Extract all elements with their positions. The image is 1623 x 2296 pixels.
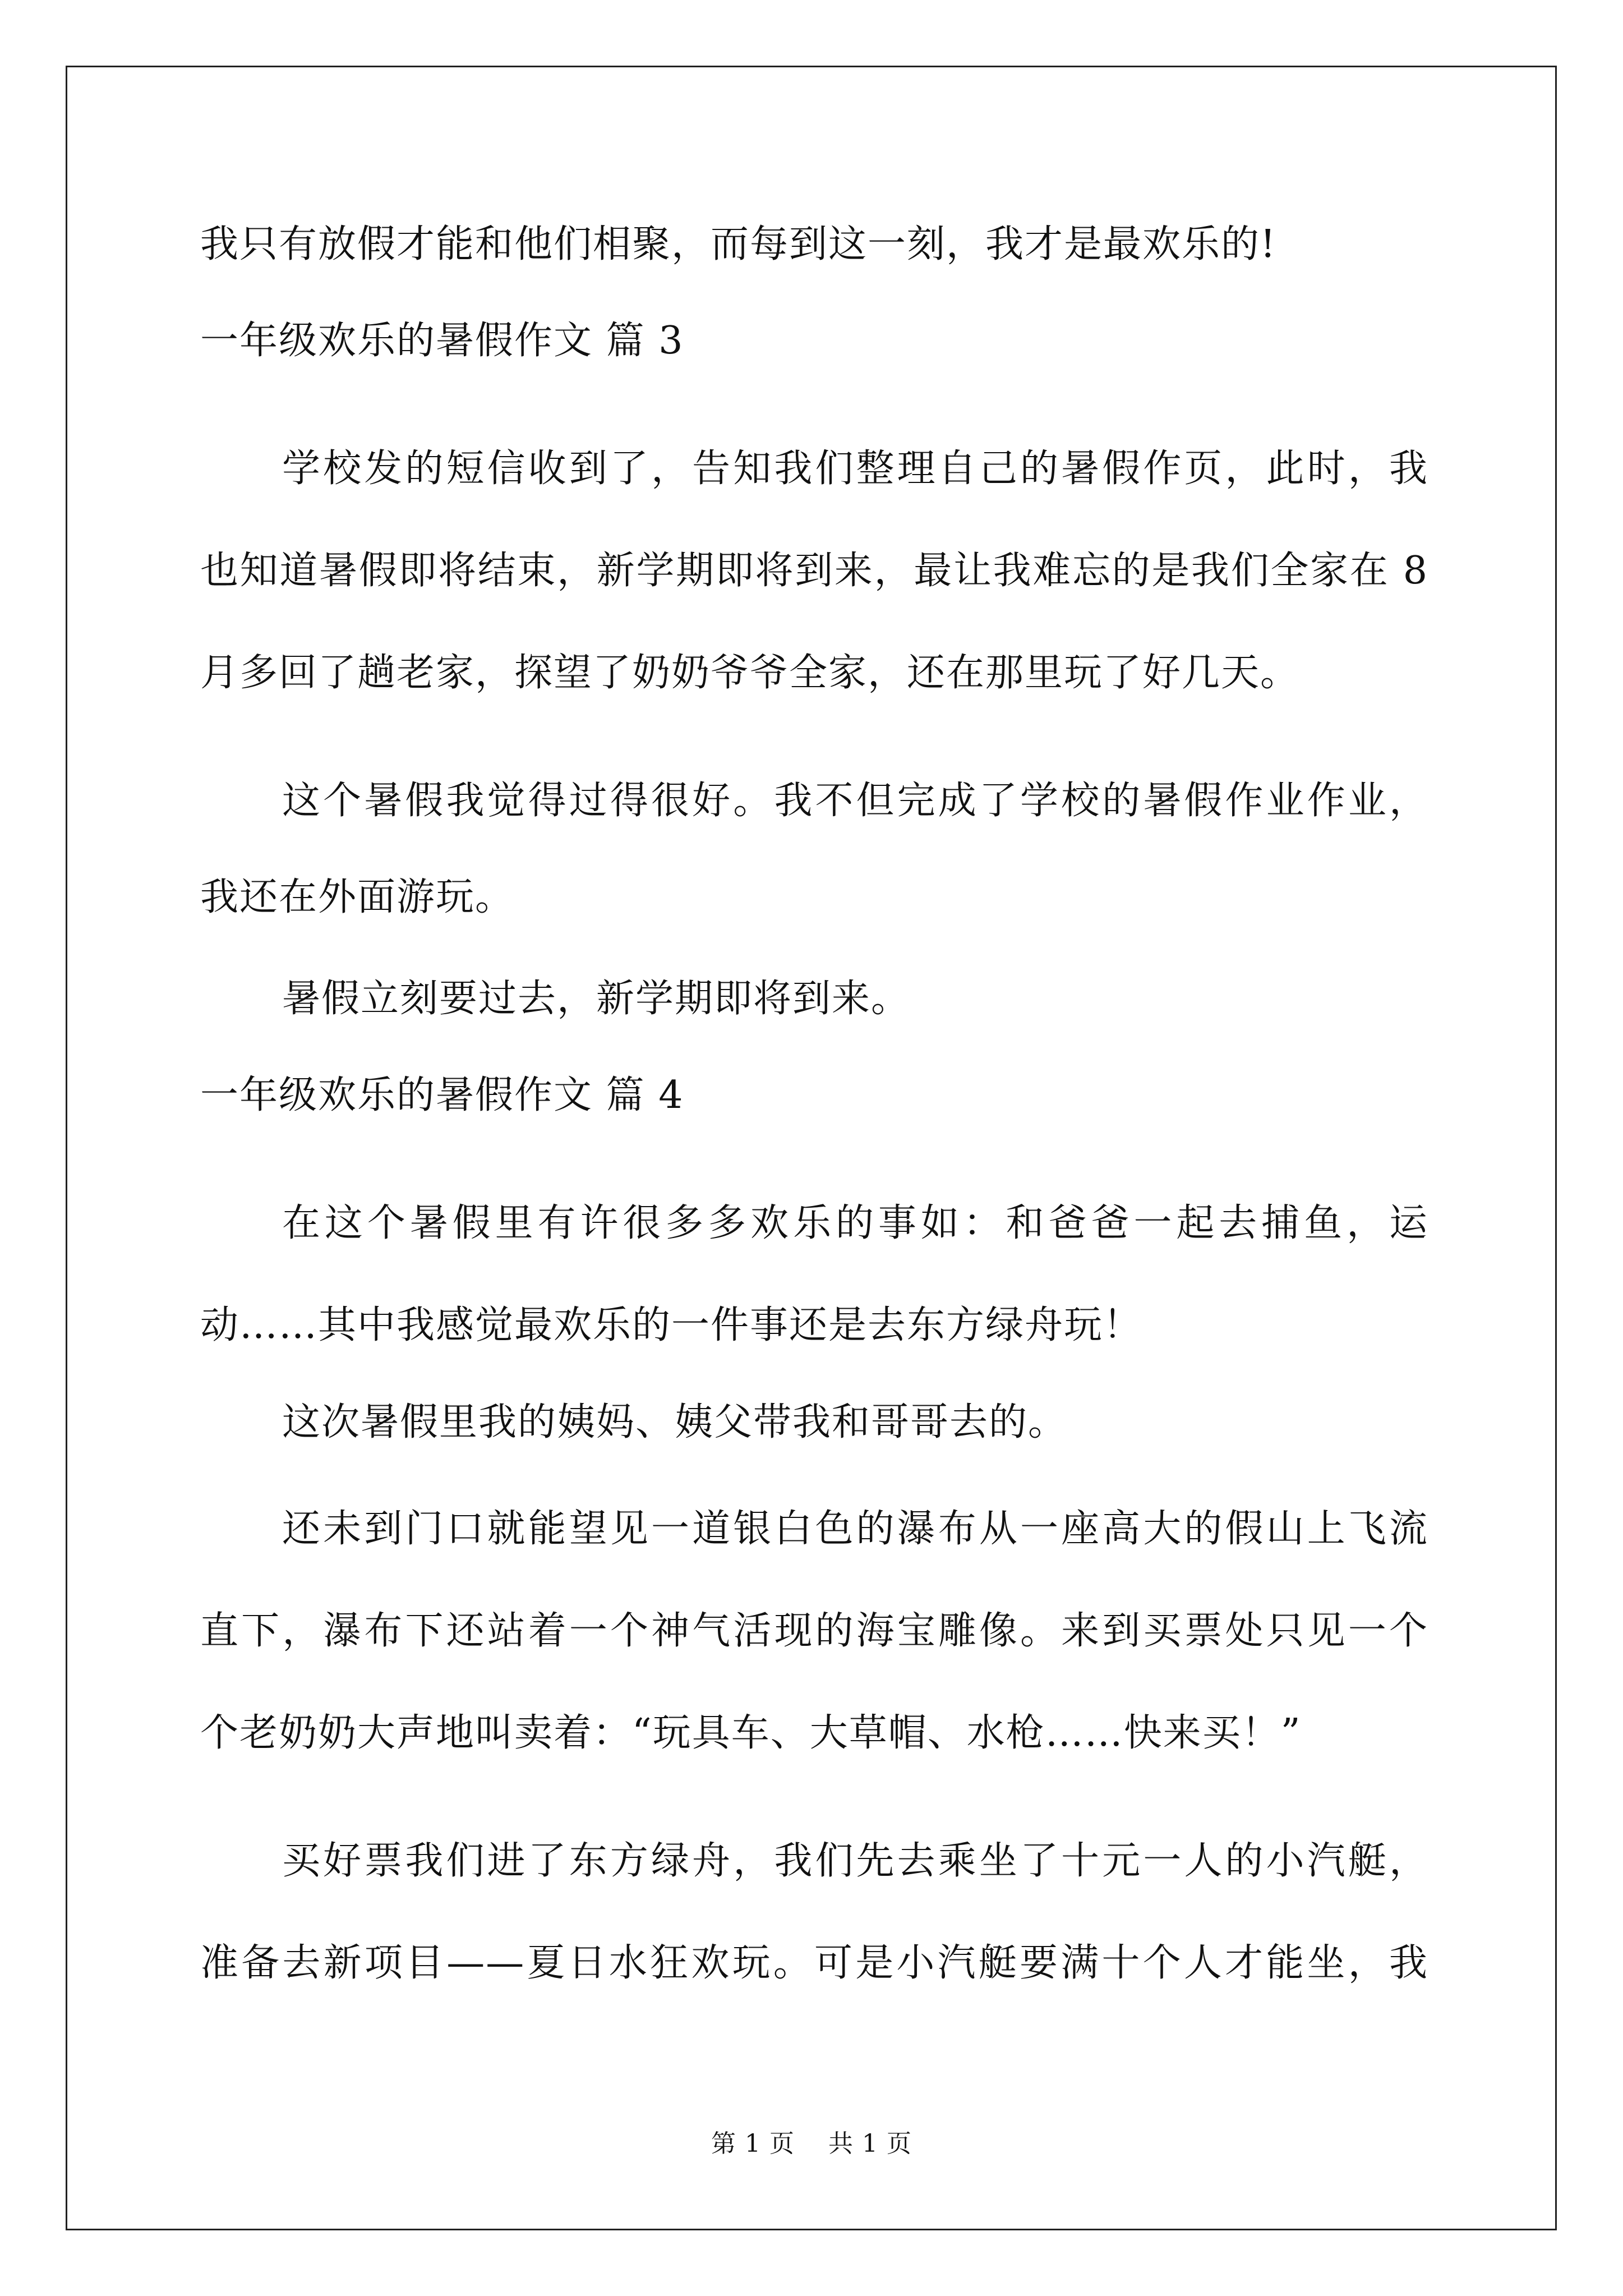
paragraph-line: 直下，瀑布下还站着一个神气活现的海宝雕像。来到买票处只见一个 (200, 1609, 1428, 1653)
paragraph-line: 买好票我们进了东方绿舟，我们先去乘坐了十元一人的小汽艇， (282, 1839, 1428, 1883)
paragraph-line: 个老奶奶大声地叫卖着：“玩具车、大草帽、水枪……快来买！” (200, 1711, 1302, 1755)
page-footer (0, 2128, 1623, 2160)
paragraph-line: 也知道暑假即将结束，新学期即将到来，最让我难忘的是我们全家在 8 (200, 549, 1428, 593)
page-total: 共 1 页 (828, 2129, 912, 2158)
section-heading: 一年级欢乐的暑假作文 篇 3 (200, 319, 684, 363)
page-number: 第 1 页 (711, 2129, 795, 2158)
paragraph-line: 还未到门口就能望见一道银白色的瀑布从一座高大的假山上飞流 (282, 1507, 1428, 1551)
paragraph-line: 学校发的短信收到了，告知我们整理自己的暑假作页，此时，我 (282, 447, 1428, 491)
paragraph-line: 准备去新项目——夏日水狂欢玩。可是小汽艇要满十个人才能坐，我 (200, 1941, 1428, 1985)
paragraph-line: 我只有放假才能和他们相聚，而每到这一刻，我才是最欢乐的! (200, 222, 1277, 266)
page-border (66, 66, 1557, 2230)
paragraph-line: 动……其中我感觉最欢乐的一件事还是去东方绿舟玩！ (200, 1303, 1143, 1347)
paragraph-line: 这次暑假里我的姨妈、姨父带我和哥哥去的。 (282, 1400, 1068, 1444)
paragraph-line: 暑假立刻要过去，新学期即将到来。 (282, 977, 911, 1021)
paragraph-line: 在这个暑假里有许很多多欢乐的事如：和爸爸一起去捕鱼，运 (282, 1201, 1428, 1245)
paragraph-line: 我还在外面游玩。 (200, 875, 515, 919)
paragraph-line: 这个暑假我觉得过得很好。我不但完成了学校的暑假作业作业， (282, 779, 1428, 823)
paragraph-line: 月多回了趟老家，探望了奶奶爷爷全家，还在那里玩了好几天。 (200, 651, 1300, 695)
section-heading: 一年级欢乐的暑假作文 篇 4 (200, 1073, 684, 1117)
